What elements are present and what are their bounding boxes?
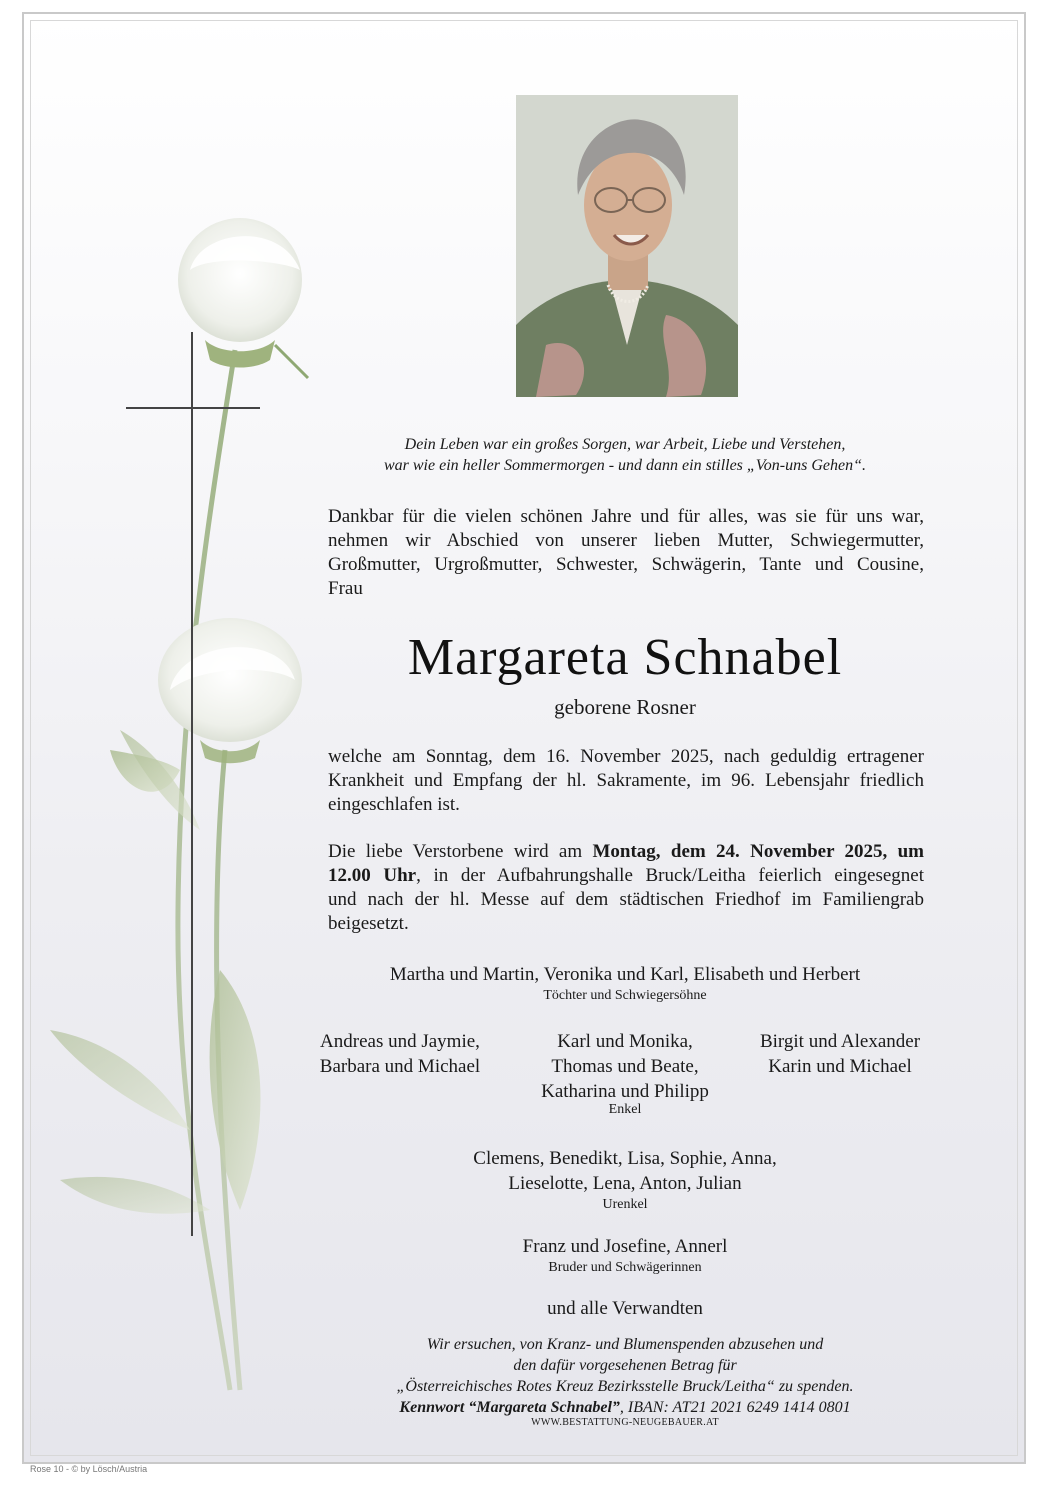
intro-line: Frau	[328, 578, 363, 599]
intro-line: Großmutter, Urgroßmutter, Schwester, Schwägerin, Tante und Cousine,	[328, 554, 924, 575]
grandchild-names: Katharina und Philipp	[541, 1081, 709, 1102]
mourners-great-grandchildren	[300, 1146, 950, 1213]
funeral-line: beigesetzt.	[328, 913, 409, 934]
donation-line	[300, 1397, 950, 1418]
grandchild-names: Karin und Michael	[768, 1056, 912, 1077]
grandchildren-role: Enkel	[608, 1102, 642, 1117]
funeral-text: , in der Aufbahrungshalle Bruck/Leitha feierlich eingesegnet	[416, 865, 924, 886]
siblings-names: Franz und Josefine, Annerl	[522, 1236, 728, 1257]
siblings-role: Bruder und Schwägerinnen	[548, 1260, 702, 1275]
memorial-verse	[300, 434, 950, 476]
grandchildren-column-2	[505, 1029, 745, 1104]
grandchild-names: Andreas und Jaymie,	[320, 1031, 480, 1052]
funeral-date: Montag, dem 24. November 2025, um	[592, 841, 925, 862]
grandchildren-column-1	[290, 1029, 510, 1079]
grandchild-names: Barbara und Michael	[319, 1056, 481, 1077]
all-relatives: und alle Verwandten	[547, 1298, 703, 1319]
death-line: welche am Sonntag, dem 16. November 2025, nach geduldig ertragener	[328, 746, 924, 767]
grandchild-names: Thomas und Beate,	[551, 1056, 699, 1077]
funeral-time: 12.00 Uhr	[328, 865, 417, 886]
mourners-children	[300, 962, 950, 1004]
children-role: Töchter und Schwiegersöhne	[543, 988, 707, 1003]
funeral-line: und nach der hl. Messe auf dem städtischen Friedhof im Familiengrab	[328, 889, 924, 910]
website-link[interactable]: WWW.BESTATTUNG-NEUGEBAUER.AT	[531, 1417, 719, 1428]
intro-paragraph	[328, 505, 924, 601]
intro-line: Dankbar für die vielen schönen Jahre und für alles, was sie für uns war,	[328, 506, 924, 527]
donation-keyword: Kennwort “Margareta Schnabel”	[399, 1399, 620, 1416]
cross-vertical-bar	[191, 332, 193, 1236]
birth-name: geborene Rosner	[554, 695, 696, 719]
death-line: Krankheit und Empfang der hl. Sakramente, im 96. Lebensjahr friedlich	[328, 770, 924, 791]
intro-line: nehmen wir Abschied von unserer lieben Mutter, Schwiegermutter,	[328, 530, 924, 551]
image-credit: Rose 10 - © by Lösch/Austria	[30, 1464, 148, 1474]
portrait-photo	[516, 95, 738, 397]
children-names: Martha und Martin, Veronika und Karl, Elisabeth und Herbert	[389, 964, 861, 985]
donation-line: Wir ersuchen, von Kranz- und Blumenspenden abzusehen und	[426, 1336, 824, 1353]
grandchildren-column-3	[730, 1029, 950, 1079]
funeral-text: Die liebe Verstorbene wird am	[328, 841, 593, 862]
death-line: eingeschlafen ist.	[328, 794, 460, 815]
portrait-illustration	[516, 95, 738, 397]
great-grandchildren-names: Clemens, Benedikt, Lisa, Sophie, Anna,	[473, 1148, 777, 1169]
donation-iban: , IBAN: AT21 2021 6249 1414 0801	[619, 1399, 851, 1416]
verse-line: Dein Leben war ein großes Sorgen, war Arbeit, Liebe und Verstehen,	[404, 436, 846, 453]
grandchild-names: Karl und Monika,	[557, 1031, 693, 1052]
funeral-notice	[328, 840, 924, 936]
donation-line: den dafür vorgesehenen Betrag für	[513, 1357, 737, 1374]
deceased-name: Margareta Schnabel	[407, 629, 843, 686]
cross-horizontal-bar	[126, 407, 260, 409]
death-notice	[328, 745, 924, 817]
funeral-line	[328, 864, 924, 888]
grandchild-names: Birgit und Alexander	[759, 1031, 921, 1052]
mourners-siblings	[300, 1234, 950, 1276]
great-grandchildren-names: Lieselotte, Lena, Anton, Julian	[508, 1173, 742, 1194]
verse-line: war wie ein heller Sommermorgen - und dann ein stilles „Von-uns Gehen“.	[383, 457, 867, 474]
funeral-line	[328, 840, 924, 864]
great-grandchildren-role: Urenkel	[602, 1197, 648, 1212]
donation-request	[300, 1334, 950, 1418]
donation-line: „Österreichisches Rotes Kreuz Bezirksstelle Bruck/Leitha“ zu spenden.	[396, 1378, 854, 1395]
white-roses-illustration	[40, 210, 340, 1410]
